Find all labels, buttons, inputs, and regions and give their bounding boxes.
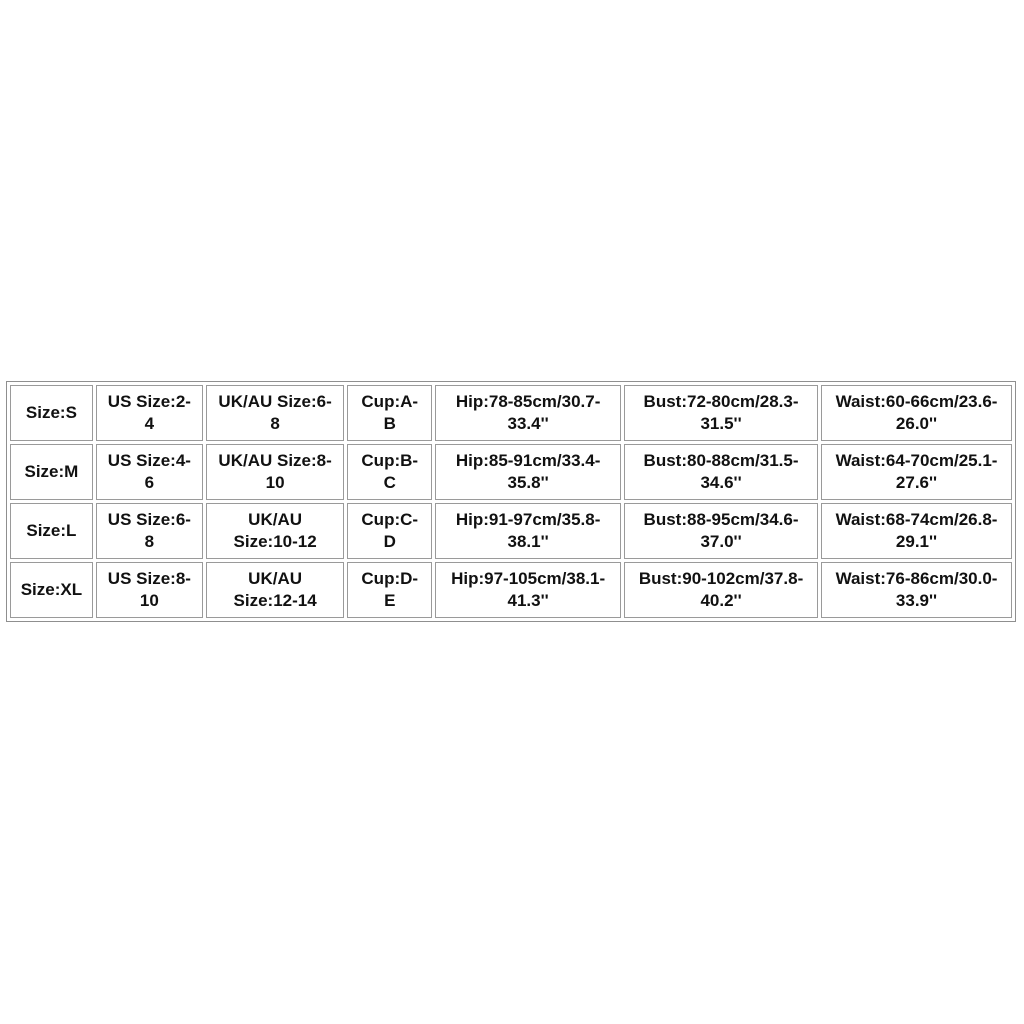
table-row [10, 503, 1012, 559]
cell-text: Bust:80-88cm/31.5- 34.6'' [643, 451, 799, 492]
waist-cell [821, 503, 1012, 559]
cell-text: Bust:72-80cm/28.3- 31.5'' [643, 392, 799, 433]
cell-text: Size:M [24, 462, 79, 481]
cell-text: Cup:C- D [361, 510, 419, 551]
size-chart-body [10, 385, 1012, 618]
size-label-cell [10, 444, 93, 500]
cell-text: UK/AU Size:10-12 [233, 510, 317, 551]
cell-text: US Size:4- 6 [107, 451, 191, 492]
size-label-cell [10, 385, 93, 441]
cup-cell [347, 444, 432, 500]
cup-cell [347, 385, 432, 441]
cup-cell [347, 562, 432, 618]
cell-text: Size:XL [20, 580, 83, 599]
us-size-cell [96, 562, 203, 618]
cell-text: US Size:8- 10 [107, 569, 191, 610]
hip-cell [435, 503, 621, 559]
cell-text: Hip:85-91cm/33.4- 35.8'' [455, 451, 601, 492]
size-label-cell [10, 503, 93, 559]
cell-text: US Size:6- 8 [107, 510, 191, 551]
uk-au-size-cell [206, 385, 344, 441]
waist-cell [821, 385, 1012, 441]
cell-text: Cup:B- C [361, 451, 419, 492]
cell-text: UK/AU Size:12-14 [233, 569, 317, 610]
uk-au-size-cell [206, 562, 344, 618]
cell-text: Bust:90-102cm/37.8- 40.2'' [638, 569, 804, 610]
us-size-cell [96, 444, 203, 500]
hip-cell [435, 385, 621, 441]
cell-text: Waist:76-86cm/30.0- 33.9'' [835, 569, 998, 610]
size-label-cell [10, 562, 93, 618]
us-size-cell [96, 503, 203, 559]
table-row [10, 444, 1012, 500]
cell-text: Hip:78-85cm/30.7- 33.4'' [455, 392, 601, 433]
cell-text: Waist:68-74cm/26.8- 29.1'' [835, 510, 998, 551]
cell-text: Size:S [25, 403, 77, 422]
bust-cell [624, 385, 818, 441]
cell-text: Size:L [26, 521, 77, 540]
cup-cell [347, 503, 432, 559]
size-chart-table [6, 381, 1016, 622]
bust-cell [624, 503, 818, 559]
cell-text: Waist:64-70cm/25.1- 27.6'' [835, 451, 998, 492]
bust-cell [624, 562, 818, 618]
cell-text: Waist:60-66cm/23.6- 26.0'' [835, 392, 998, 433]
us-size-cell [96, 385, 203, 441]
cell-text: UK/AU Size:8- 10 [218, 451, 332, 492]
cell-text: Hip:91-97cm/35.8- 38.1'' [455, 510, 601, 551]
hip-cell [435, 562, 621, 618]
table-row [10, 385, 1012, 441]
cell-text: Hip:97-105cm/38.1- 41.3'' [451, 569, 606, 610]
waist-cell [821, 444, 1012, 500]
table-row [10, 562, 1012, 618]
waist-cell [821, 562, 1012, 618]
bust-cell [624, 444, 818, 500]
cell-text: Bust:88-95cm/34.6- 37.0'' [643, 510, 799, 551]
hip-cell [435, 444, 621, 500]
cell-text: Cup:D- E [361, 569, 419, 610]
cell-text: US Size:2- 4 [107, 392, 191, 433]
uk-au-size-cell [206, 444, 344, 500]
cell-text: Cup:A- B [361, 392, 419, 433]
uk-au-size-cell [206, 503, 344, 559]
cell-text: UK/AU Size:6- 8 [218, 392, 332, 433]
